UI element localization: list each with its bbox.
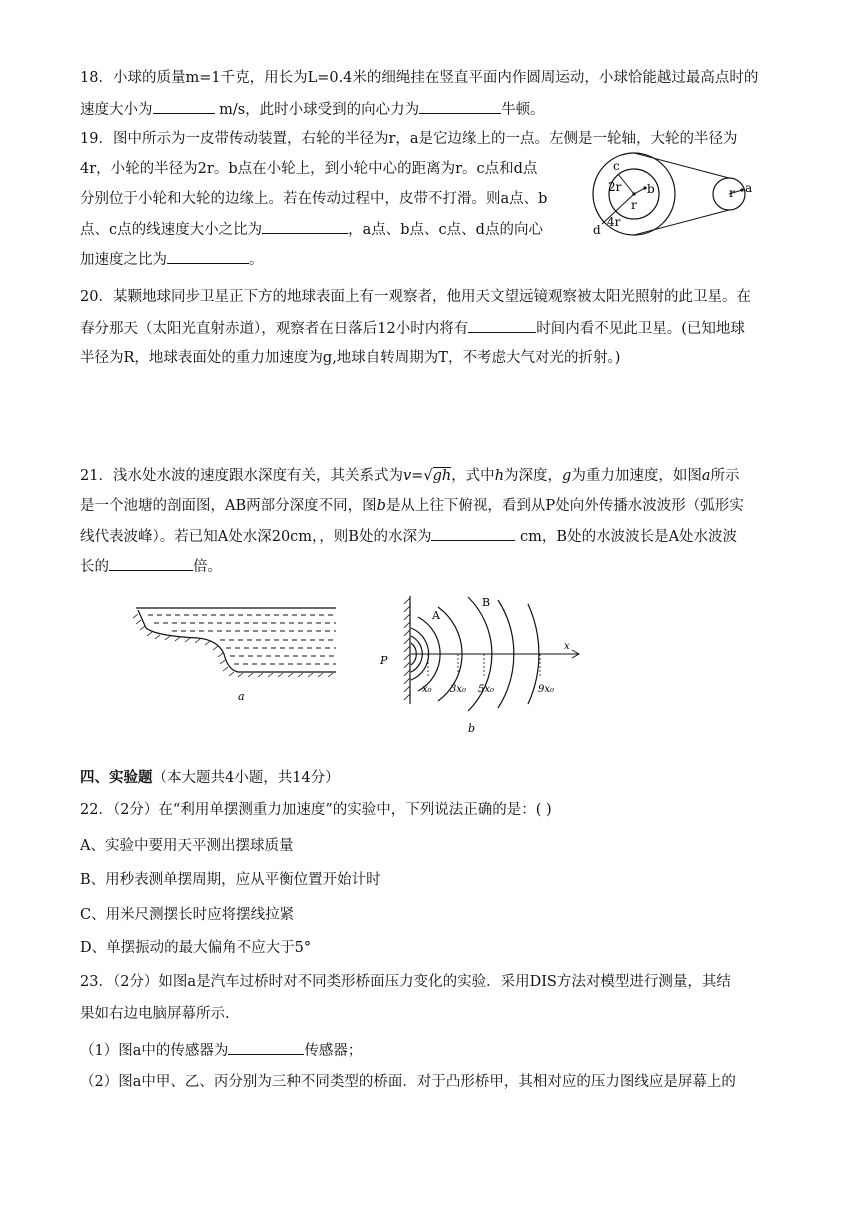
belt-drive-figure [588, 150, 763, 238]
pond-cross-section-figure [128, 598, 343, 703]
label-r-right: r [729, 186, 735, 200]
q21-text-1e: 所示 [710, 468, 740, 484]
q21-text-2b: 是从上往下俯视，看到从P处向外传播水波波形（弧形实 [385, 498, 744, 514]
radius-b [634, 188, 645, 194]
section-heading [80, 768, 340, 788]
q22-stem: 22．（2分）在“利用单摆测重力加速度”的实验中，下列说法正确的是：( ) [80, 802, 552, 818]
sqrt-symbol: √ [423, 468, 433, 484]
q23-text-p1a: （1）图a中的传感器为 [80, 1043, 229, 1059]
label-3x0: 3x₀ [450, 684, 467, 695]
label-d: d [593, 223, 601, 237]
q19-line1: 19．图中所示为一皮带传动装置，右轮的半径为r，a是它边缘上的一点。左侧是一轮轴，大轮的半径为 [80, 131, 738, 147]
q19-text-4b: ，a点、b点、c点、d点的向心 [348, 222, 543, 238]
q20-text-2b: 时间内看不见此卫星。(已知地球 [536, 321, 745, 337]
q20-blank-time [468, 318, 536, 333]
q23-part2: （2）图a中甲、乙、丙分别为三种不同类型的桥面．对于凸形桥甲，其相对应的压力图线应是屏幕上的 [80, 1074, 736, 1090]
section-title: 四、实验题 [80, 769, 153, 786]
q21-h: h [494, 468, 505, 484]
q23-line1: 23．（2分）如图a是汽车过桥时对不同类形桥面压力变化的实验．采用DIS方法对模型进行测量，其结 [80, 974, 731, 990]
q23-text-p1b: 传感器； [304, 1043, 363, 1059]
label-x-axis: x [564, 641, 570, 652]
belt-top [634, 153, 729, 178]
q21-text-1b: ，式中 [451, 468, 495, 484]
label-P: P [380, 654, 388, 667]
q18-text-b: m/s，此时小球受到的向心力为 [214, 102, 420, 118]
label-x0: x₀ [422, 684, 432, 695]
q21-text-4a: 长的 [80, 559, 109, 575]
water-dashes [148, 615, 336, 664]
q19-text-5b: 。 [249, 252, 264, 268]
q18-blank-force [419, 99, 501, 114]
label-r-center: r [631, 198, 637, 212]
q21-text-3b: cm，B处的水波波长是A处水波波 [515, 529, 738, 545]
pond-bottom [138, 610, 336, 672]
q20-line3: 半径为R，地球表面处的重力加速度为g,地球自转周期为T，不考虑大气对光的折射。) [80, 350, 621, 366]
q20-text-2a: 春分那天（太阳光直射赤道），观察者在日落后12小时内将有 [80, 321, 469, 337]
point-a [740, 188, 743, 191]
q18-blank-speed [153, 99, 215, 114]
label-a: a [745, 181, 753, 195]
q21-blank-depth [431, 526, 515, 541]
q21-blank-wavelength [109, 556, 193, 571]
label-B: B [482, 596, 491, 609]
q18-text-a: 速度大小为 [80, 102, 153, 118]
q23-blank-sensor [228, 1040, 304, 1055]
center-dot [632, 192, 635, 195]
q21-text-2a: 是一个池塘的剖面图，AB两部分深度不同，图 [80, 498, 377, 514]
q21-text-4b: 倍。 [193, 559, 222, 575]
q21-line4 [80, 556, 222, 577]
q19-line3: 分别位于小轮和大轮的边缘上。若在传动过程中，皮带不打滑。则a点、b [80, 191, 548, 207]
formula-eq: = [411, 468, 424, 484]
label-b: b [647, 182, 655, 196]
fig-b-label: b [468, 722, 476, 735]
q22-option-b: B、用秒表测单摆周期，应从平衡位置开始计时 [80, 872, 381, 888]
q19-blank-accel-ratio [167, 249, 249, 264]
label-9x0: 9x₀ [538, 684, 555, 695]
q22-option-d: D、单摆振动的最大偏角不应大于5° [80, 940, 312, 956]
formula-v: v [402, 468, 412, 484]
q21-b: b [376, 498, 386, 514]
q19-blank-velocity-ratio [262, 219, 348, 234]
formula-gh: gh [432, 468, 452, 484]
q20-line1: 20．某颗地球同步卫星正下方的地球表面上有一观察者，他用天文望远镜观察被太阳光照射的此卫星。在 [80, 289, 751, 305]
q18-line2 [80, 99, 545, 120]
label-2r: 2r [608, 180, 622, 194]
q21-text-1a: 21．浅水处水波的速度跟水深度有关，其关系式为 [80, 468, 403, 484]
section-note: （本大题共4小题，共14分） [152, 770, 340, 786]
label-5x0: 5x₀ [478, 684, 495, 695]
q23-line2: 果如右边电脑屏幕所示. [80, 1006, 230, 1022]
label-c: c [613, 159, 620, 173]
q21-text-3a: 线代表波峰）。若已知A处水深20cm，，则B处的水深为 [80, 529, 432, 545]
fig-a-label: a [238, 690, 245, 703]
q21-text-1d: 为重力加速度，如图 [571, 468, 702, 484]
q22-option-a: A、实验中要用天平测出摆球质量 [80, 838, 294, 854]
q19-line2: 4r，小轮的半径为2r。b点在小轮上，到小轮中心的距离为r。c点和d点 [80, 161, 538, 177]
q21-a: a [701, 468, 711, 484]
q22-option-c: C、用米尺测摆长时应将摆线拉紧 [80, 907, 295, 923]
q20-line2 [80, 318, 745, 339]
q21-line1 [80, 466, 739, 486]
q19-line4 [80, 219, 543, 240]
q21-line3 [80, 526, 737, 547]
position-markers [428, 654, 540, 676]
q19-text-4a: 点、c点的线速度大小之比为 [80, 222, 263, 238]
q23-part1 [80, 1040, 362, 1061]
q21-text-1c: 为深度， [504, 468, 563, 484]
q18-line1: 18．小球的质量m=1千克，用长为L=0.4米的细绳挂在竖直平面内作圆周运动，小球恰能越过最高点时的 [80, 70, 759, 86]
belt-bottom [634, 210, 729, 235]
label-4r: 4r [607, 215, 621, 229]
wave-top-view-figure [378, 592, 588, 740]
q19-text-5a: 加速度之比为 [80, 252, 167, 268]
q21-g: g [562, 468, 572, 484]
wall-hatching [404, 598, 410, 700]
q18-text-c: 牛顿。 [501, 102, 545, 118]
q21-line2 [80, 496, 744, 516]
label-A: A [432, 609, 440, 622]
q19-line5 [80, 249, 264, 270]
